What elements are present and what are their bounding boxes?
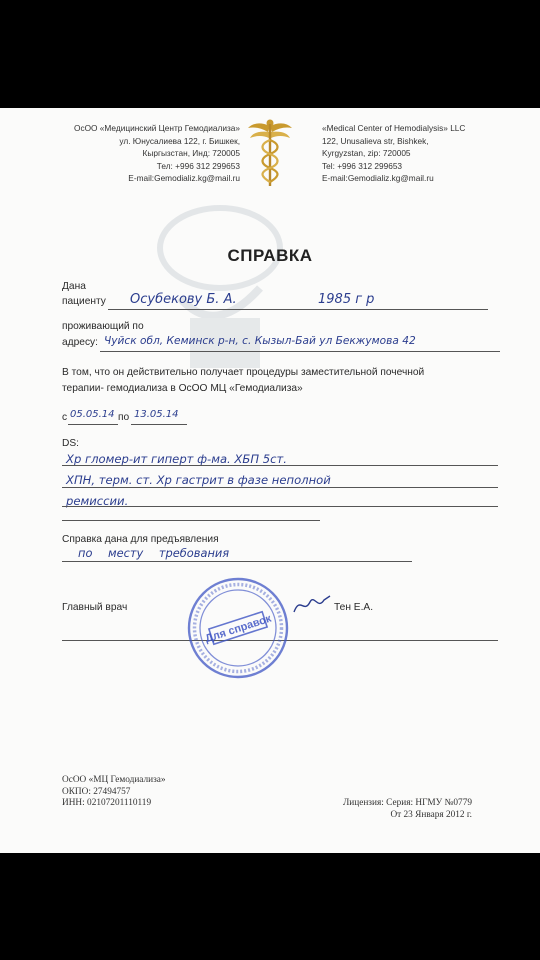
period-from-line (68, 424, 118, 425)
address-label: адресу: (62, 337, 98, 348)
header-left-line: Тел: +996 312 299653 (156, 160, 240, 171)
patient-name-handwritten: Осубекову Б. А. (130, 292, 237, 307)
period-from-handwritten: 05.05.14 (70, 409, 115, 420)
round-stamp-icon (186, 576, 290, 680)
footer-left-block (62, 775, 166, 810)
header-right-line: 122, Unusalieva str, Bishkek, (322, 135, 429, 146)
issued-for-line (62, 561, 412, 562)
diagnosis-rule-4 (62, 520, 320, 521)
chief-doctor-name: Тен Е.А. (334, 602, 374, 613)
footer-left-line: ИНН: 02107201110119 (62, 798, 152, 808)
header-right-line: E-mail:Gemodializ.kg@mail.ru (322, 173, 434, 184)
header-left-block (74, 122, 240, 185)
footer-left-line: ОКПО: 27494757 (62, 786, 131, 797)
patient-line (108, 309, 488, 310)
header-right-block (322, 122, 465, 185)
period-to-label: по (118, 412, 130, 423)
header-left-line: ОсОО «Медицинский Центр Гемодиализа» (73, 123, 240, 133)
header-right-line: Kyrgyzstan, zip: 720005 (322, 148, 411, 159)
statement-line-1: В том, что он действительно получает процедуры заместительной почечной (62, 367, 425, 378)
diagnosis-rule-2 (62, 487, 498, 488)
header-left-line: ул. Юнусалиева 122, г. Бишкек, (119, 135, 240, 146)
diagnosis-line-2: ХПН, терм. ст. Хр гастрит в фазе неполной (66, 473, 331, 487)
period-from-label: с (62, 412, 68, 423)
footer-left-line: ОсОО «МЦ Гемодиализа» (62, 775, 166, 785)
document-title: СПРАВКА (227, 246, 313, 265)
watermark-image (140, 188, 290, 378)
header-right-line: «Medical Center of Hemodialysis» LLC (322, 123, 466, 133)
license-date-line: От 23 Января 2012 г. (390, 809, 472, 820)
period-to-handwritten: 13.05.14 (134, 409, 179, 420)
document-sheet (0, 108, 540, 853)
diagnosis-rule-1 (62, 465, 498, 466)
residing-label: проживающий по (62, 321, 144, 332)
diagnosis-line-3: ремиссии. (66, 494, 129, 508)
patient-label: пациенту (62, 296, 106, 307)
caduceus-logo-icon (246, 116, 294, 188)
ds-label: DS: (62, 438, 79, 449)
header-right-line: Tel: +996 312 299653 (322, 160, 403, 171)
diagnosis-rule-3 (62, 506, 498, 507)
header-left-line: E-mail:Gemodializ.kg@mail.ru (128, 173, 240, 184)
signature-scribble (292, 592, 332, 618)
issued-for-handwritten: по месту требования (78, 546, 230, 560)
footer-right-block (343, 798, 472, 821)
stamp-center-text: Для справок (203, 612, 273, 646)
license-line: Лицензия: Серия: НГМУ №0779 (342, 798, 472, 808)
birth-year-handwritten: 1985 г р (318, 292, 375, 307)
header-left-line: Кыргызстан, Инд: 720005 (142, 148, 240, 159)
address-handwritten: Чуйск обл, Кеминск р-н, с. Кызыл-Бай ул Бекжумова 42 (104, 335, 416, 347)
given-label: Дана (62, 281, 86, 292)
issued-for-label: Справка дана для предъявления (62, 534, 219, 545)
address-line (100, 351, 500, 352)
statement-line-2: терапии- гемодиализа в ОсОО МЦ «Гемодиализа» (62, 383, 303, 394)
diagnosis-line-1: Хр гломер-ит гиперт ф-ма. ХБП 5ст. (66, 452, 287, 466)
period-to-line (131, 424, 187, 425)
chief-doctor-label: Главный врач (62, 602, 128, 613)
